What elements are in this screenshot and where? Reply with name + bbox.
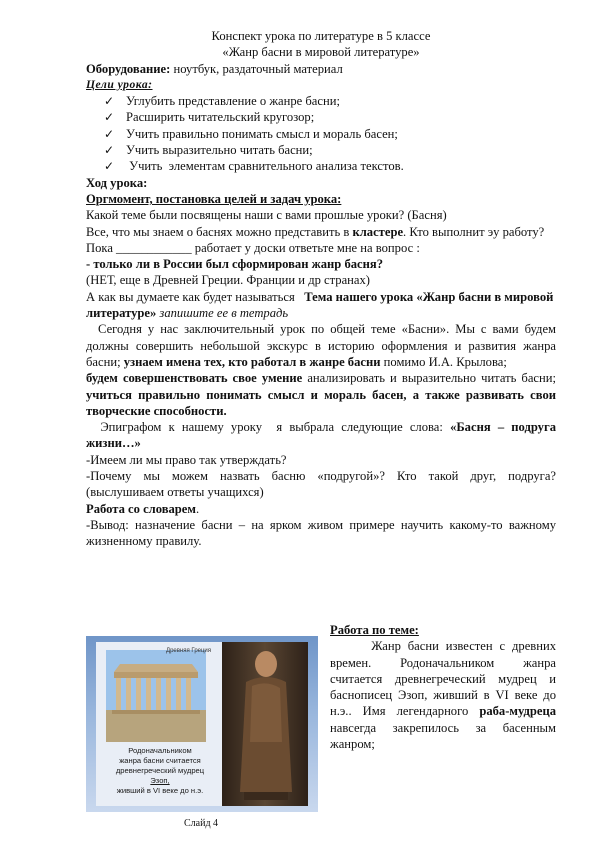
org-heading: Оргмомент, постановка целей и задач урока: — [86, 191, 342, 206]
theme-work-text: Жанр басни известен с древних времен. Родоначальником жанра считается древнегреческий мудрец и баснописец Эзоп, живший в VI веке до н.э.. Имя легендарного раба-мудреца навсегда закрепилось за басенным жанром; — [330, 639, 560, 752]
title-line-2: «Жанр басни в мировой литературе» — [222, 45, 420, 60]
org-p13: -Вывод: назначение басни – на ярком живом примере научить какому-то важному жизненному правилу. — [86, 517, 556, 549]
slide-panel — [96, 642, 308, 806]
check-icon: ✓ — [104, 94, 115, 109]
org-p11: -Почему мы можем назвать басню «подругой»? Кто такой друг, подруга? (выслушиваем ответы учащихся) — [86, 469, 556, 500]
goal-item: ✓ Учить выразительно читать басни; — [104, 143, 313, 158]
goal-item: ✓ Учить правильно понимать смысл и мораль басен; — [104, 126, 398, 141]
org-p2: Все, что мы знаем о баснях можно представить в кластере. Кто выполнит эу работу? — [86, 224, 545, 239]
bottom-section — [86, 622, 560, 829]
check-icon: ✓ — [104, 159, 115, 174]
slide-caption: Слайд 4 — [184, 818, 219, 829]
org-p3: Пока ____________ работает у доски ответьте мне на вопрос : — [86, 240, 420, 255]
org-p8: будем совершенствовать свое умение анализировать и выразительно читать басни; учиться правильно понимать смысл и мораль басен, а также развивать свои творческие способности. — [86, 371, 557, 418]
equipment-line — [86, 61, 556, 77]
org-p4: - только ли в России был сформирован жанр басня? — [86, 257, 384, 272]
goals-heading: Цели урока: — [86, 77, 153, 91]
slide-image — [86, 636, 318, 812]
org-p7: Сегодня у нас заключительный урок по общей теме «Басни». Мы с вами будем должны совершить небольшой экскурс в историю оформления и развития жанра басни; узнаем имена тех, кто работал в жанре басни помимо И.А. Крылова; — [86, 322, 560, 369]
check-icon: ✓ — [104, 110, 115, 125]
goal-item: ✓ Учить элементам сравнительного анализа текстов. — [104, 159, 404, 174]
slide-text: Родоначальником жанра басни считается древнегреческий мудрец Эзоп, живший в VI веке до н.э. — [115, 746, 205, 795]
equipment-label: Оборудование: — [86, 61, 171, 76]
slide-label: Древняя Греция — [166, 648, 212, 654]
org-p5: (НЕТ, еще в Древней Греции. Франции и др странах) — [86, 273, 370, 288]
goal-item: ✓ Углубить представление о жанре басни; — [104, 94, 340, 109]
goal-item: ✓ Расширить читательский кругозор; — [104, 110, 315, 125]
aesop-portrait — [222, 642, 308, 806]
org-p9: Эпиграфом к нашему уроку я выбрала следующие слова: «Басня – подруга жизни…» — [86, 420, 556, 451]
org-p10: -Имеем ли мы право так утверждать? — [86, 452, 287, 467]
goals-list — [86, 93, 556, 174]
document-body — [86, 28, 560, 550]
org-p12: Работа со словарем. — [86, 501, 200, 516]
check-icon: ✓ — [104, 143, 115, 158]
org-p6: А как вы думаете как будет называться Тема нашего урока «Жанр басни в мировой литературе» запишите ее в тетрадь — [86, 289, 554, 321]
parthenon-image — [106, 650, 206, 742]
theme-work-heading: Работа по теме: — [330, 623, 419, 637]
check-icon: ✓ — [104, 126, 115, 141]
org-p1: Какой теме были посвящены наши с вами прошлые уроки? (Басня) — [86, 208, 447, 223]
course-heading: Ход урока: — [86, 175, 148, 190]
theme-work-column — [330, 622, 560, 752]
title-line-1: Конспект урока по литературе в 5 классе — [211, 29, 431, 43]
equipment-text: ноутбук, раздаточный материал — [170, 61, 343, 76]
